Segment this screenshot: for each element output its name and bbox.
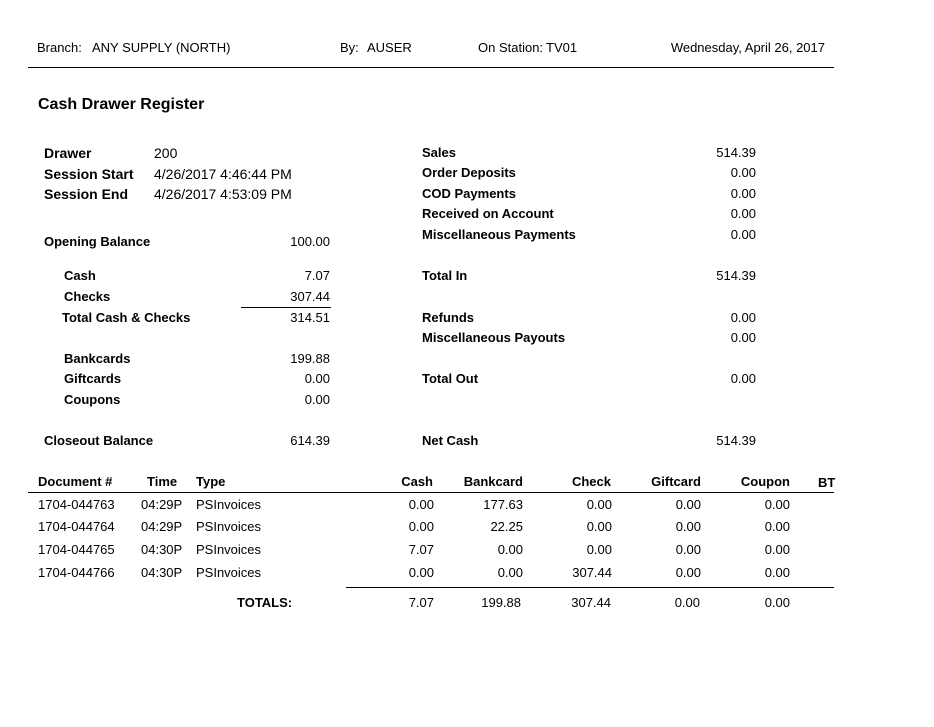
checks-value: 307.44 bbox=[290, 289, 330, 304]
total-coupon: 0.00 bbox=[764, 595, 790, 610]
total-cash: 7.07 bbox=[408, 595, 434, 610]
row-type: PSInvoices bbox=[196, 565, 262, 580]
row-document: 1704-044766 bbox=[38, 565, 115, 580]
col-cash: Cash bbox=[401, 474, 433, 489]
cash-label: Cash bbox=[64, 268, 96, 283]
row-document: 1704-044765 bbox=[38, 542, 115, 557]
misc-payouts-label: Miscellaneous Payouts bbox=[422, 330, 566, 345]
session-start-label: Session Start bbox=[44, 166, 134, 182]
checks-label: Checks bbox=[64, 289, 111, 304]
col-time: Time bbox=[147, 474, 178, 489]
subtotal-divider bbox=[241, 307, 331, 308]
row-type: PSInvoices bbox=[196, 519, 262, 534]
row-bankcard: 0.00 bbox=[497, 565, 523, 580]
col-check: Check bbox=[571, 474, 611, 489]
misc-payments-value: 0.00 bbox=[730, 227, 756, 242]
totals-label: TOTALS: bbox=[237, 595, 293, 610]
coupons-label: Coupons bbox=[64, 392, 121, 407]
col-coupon: Coupon bbox=[740, 474, 790, 489]
session-end-label: Session End bbox=[44, 186, 129, 202]
row-time: 04:30P bbox=[141, 565, 183, 580]
row-check: 0.00 bbox=[586, 497, 612, 512]
row-coupon: 0.00 bbox=[764, 519, 790, 534]
bankcards-value: 199.88 bbox=[290, 351, 330, 366]
received-on-account-value: 0.00 bbox=[730, 206, 756, 221]
session-start-value: 4/26/2017 4:46:44 PM bbox=[154, 166, 292, 182]
refunds-label: Refunds bbox=[422, 310, 474, 325]
col-giftcard: Giftcard bbox=[651, 474, 701, 489]
misc-payouts-value: 0.00 bbox=[730, 330, 756, 345]
row-document: 1704-044763 bbox=[38, 497, 115, 512]
opening-balance-value: 100.00 bbox=[290, 234, 330, 249]
bankcards-label: Bankcards bbox=[64, 351, 131, 366]
order-deposits-label: Order Deposits bbox=[422, 165, 516, 180]
by-label: By: bbox=[340, 40, 359, 55]
row-coupon: 0.00 bbox=[764, 497, 790, 512]
closeout-balance-value: 614.39 bbox=[290, 433, 330, 448]
branch-value: ANY SUPPLY (NORTH) bbox=[92, 40, 231, 55]
drawer-value: 200 bbox=[154, 145, 178, 161]
row-cash: 0.00 bbox=[408, 519, 434, 534]
row-bankcard: 22.25 bbox=[490, 519, 523, 534]
total-out-label: Total Out bbox=[422, 371, 479, 386]
row-time: 04:29P bbox=[141, 497, 183, 512]
row-type: PSInvoices bbox=[196, 542, 262, 557]
row-type: PSInvoices bbox=[196, 497, 262, 512]
session-end-value: 4/26/2017 4:53:09 PM bbox=[154, 186, 292, 202]
drawer-label: Drawer bbox=[44, 145, 92, 161]
row-cash: 7.07 bbox=[408, 542, 434, 557]
branch-label: Branch: bbox=[37, 40, 82, 55]
row-check: 0.00 bbox=[586, 519, 612, 534]
col-document: Document # bbox=[38, 474, 113, 489]
row-coupon: 0.00 bbox=[764, 542, 790, 557]
total-in-value: 514.39 bbox=[716, 268, 756, 283]
report-date: Wednesday, April 26, 2017 bbox=[670, 40, 825, 55]
cod-payments-label: COD Payments bbox=[422, 186, 516, 201]
col-type: Type bbox=[196, 474, 226, 489]
row-giftcard: 0.00 bbox=[675, 542, 701, 557]
row-document: 1704-044764 bbox=[38, 519, 115, 534]
header-divider bbox=[28, 67, 834, 68]
row-coupon: 0.00 bbox=[764, 565, 790, 580]
row-cash: 0.00 bbox=[408, 497, 434, 512]
misc-payments-label: Miscellaneous Payments bbox=[422, 227, 576, 242]
row-cash: 0.00 bbox=[408, 565, 434, 580]
station-value: TV01 bbox=[546, 40, 578, 55]
total-check: 307.44 bbox=[571, 595, 611, 610]
giftcards-label: Giftcards bbox=[64, 371, 122, 386]
row-time: 04:30P bbox=[141, 542, 183, 557]
station-label: On Station: bbox=[478, 40, 544, 55]
row-check: 307.44 bbox=[572, 565, 612, 580]
totals-divider bbox=[346, 587, 834, 588]
refunds-value: 0.00 bbox=[730, 310, 756, 325]
table-header-divider bbox=[28, 492, 834, 493]
sales-label: Sales bbox=[422, 145, 456, 160]
cash-value: 7.07 bbox=[304, 268, 330, 283]
total-bankcard: 199.88 bbox=[481, 595, 521, 610]
opening-balance-label: Opening Balance bbox=[44, 234, 151, 249]
received-on-account-label: Received on Account bbox=[422, 206, 554, 221]
order-deposits-value: 0.00 bbox=[730, 165, 756, 180]
giftcards-value: 0.00 bbox=[304, 371, 330, 386]
total-in-label: Total In bbox=[422, 268, 468, 283]
page-title: Cash Drawer Register bbox=[38, 96, 205, 113]
total-giftcard: 0.00 bbox=[674, 595, 700, 610]
row-time: 04:29P bbox=[141, 519, 183, 534]
col-bt: BT bbox=[818, 475, 836, 490]
net-cash-label: Net Cash bbox=[422, 433, 479, 448]
row-bankcard: 0.00 bbox=[497, 542, 523, 557]
total-cash-checks-label: Total Cash & Checks bbox=[62, 310, 191, 325]
cod-payments-value: 0.00 bbox=[730, 186, 756, 201]
by-value: AUSER bbox=[367, 40, 412, 55]
row-check: 0.00 bbox=[586, 542, 612, 557]
net-cash-value: 514.39 bbox=[716, 433, 756, 448]
row-giftcard: 0.00 bbox=[675, 497, 701, 512]
row-giftcard: 0.00 bbox=[675, 519, 701, 534]
total-cash-checks-value: 314.51 bbox=[290, 310, 330, 325]
coupons-value: 0.00 bbox=[304, 392, 330, 407]
row-giftcard: 0.00 bbox=[675, 565, 701, 580]
sales-value: 514.39 bbox=[716, 145, 756, 160]
total-out-value: 0.00 bbox=[730, 371, 756, 386]
row-bankcard: 177.63 bbox=[483, 497, 523, 512]
closeout-balance-label: Closeout Balance bbox=[44, 433, 154, 448]
col-bankcard: Bankcard bbox=[463, 474, 523, 489]
